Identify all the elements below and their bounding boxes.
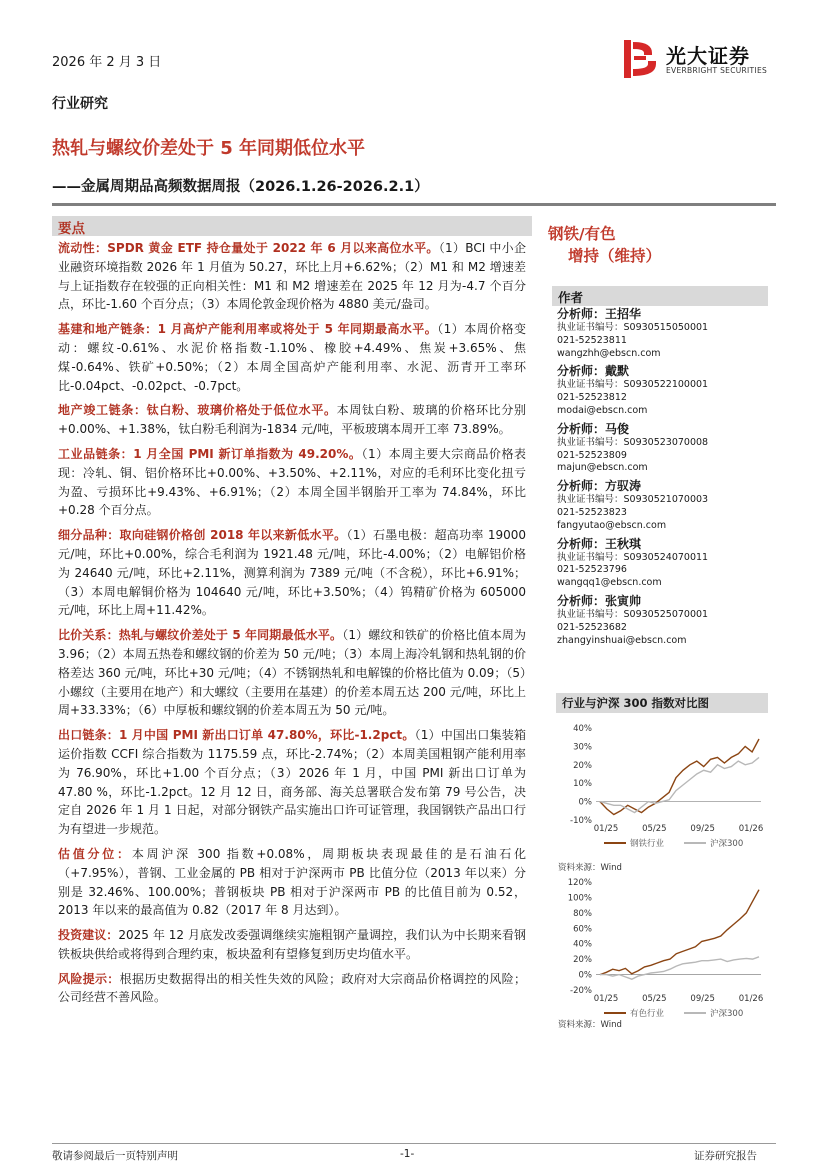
paragraph-text: （1）本周价格变动：螺纹-0.61%、水泥价格指数-1.10%、橡胶+4.49%、焦炭+3.65%、焦煤-0.64%、铁矿+0.50%；（2）本周全国高炉产能利用率、水泥、沥青开工率环比-0.04pct、-0.02pct、-0.7pct。: [58, 322, 526, 393]
analyst-phone: 021-52523809: [557, 449, 627, 461]
paragraph-heading: 工业品链条：1 月全国 PMI 新订单指数为 49.20%。: [58, 446, 362, 461]
nonferrous-vs-csi300-chart: [556, 876, 768, 1019]
report-title: 热轧与螺纹价差处于 5 年同期低位水平: [52, 138, 366, 159]
paragraph-heading: 风险提示：: [58, 971, 120, 986]
logo-name: 光大证券: [666, 44, 750, 68]
paragraph-text: （1）螺纹和铁矿的价格比值本周为 3.96；（2）本周五热卷和螺纹钢的价差为 50 元/吨；（3）本周上海冷轧钢和热轧钢的价格差达 360 元/吨，环比+30 元/吨；（4）不锈钢热轧和电解镍的价格比值为 0.09；（5）小螺纹（主要用在地产）和大螺纹（主要用在基建）的价差本周五达 200 元/吨，环比上周+33.33%；（6）中厚板和螺纹钢的价差本周五为 50 元/吨。: [58, 628, 526, 718]
summary-paragraph: [58, 926, 526, 964]
analyst-entry: [557, 364, 772, 417]
y-tick-label: 100%: [567, 893, 592, 904]
analyst-name: 分析师：王秋琪: [557, 536, 642, 551]
paragraph-heading: 出口链条：1 月中国 PMI 新出口订单 47.80%，环比-1.2pct。: [58, 728, 415, 743]
y-tick-label: 10%: [573, 779, 592, 790]
paragraph-heading: 地产竣工链条：钛白粉、玻璃价格处于低位水平。: [58, 403, 337, 418]
analyst-phone: 021-52523796: [557, 564, 627, 576]
analyst-email[interactable]: fangyutao@ebscn.com: [557, 519, 667, 531]
analyst-name: 分析师：戴默: [557, 364, 630, 379]
y-tick-label: -20%: [570, 986, 592, 996]
analyst-license: 执业证书编号：S0930515050001: [557, 322, 709, 333]
y-tick-label: 40%: [573, 724, 592, 734]
x-tick-label: 01/25: [593, 824, 619, 834]
x-tick-label: 01/25: [593, 994, 619, 1004]
paragraph-text: （1）本周主要大宗商品价格表现：冷轧、铜、铝价格环比+0.00%、+3.50%、+2.11%，对应的毛利环比变化扭亏为盈、亏损环比+9.43%、+6.91%；（2）本周全国半钢胎开工率为 74.84%，环比+0.28 个百分点。: [58, 446, 526, 518]
analyst-name: 分析师：张寅帅: [557, 593, 642, 608]
x-tick-label: 09/25: [690, 994, 715, 1004]
analyst-email[interactable]: wangqq1@ebscn.com: [557, 577, 662, 589]
y-tick-label: 60%: [573, 924, 592, 935]
analyst-entry: [557, 479, 772, 532]
chart-source: 资料来源：Wind: [558, 1020, 622, 1030]
legend-label: 沪深300: [710, 1009, 744, 1019]
footer-disclaimer: 敬请参阅最后一页特别声明: [52, 1150, 178, 1162]
y-tick-label: 0%: [578, 797, 592, 808]
series-line-sector: [600, 890, 759, 975]
summary-paragraph: [58, 526, 526, 620]
y-tick-label: -10%: [570, 816, 592, 826]
y-tick-label: 20%: [573, 760, 592, 771]
analyst-entry: [557, 422, 772, 475]
summary-paragraph: [58, 445, 526, 520]
summary-paragraph: [58, 239, 526, 314]
everbright-logo: [622, 38, 782, 82]
y-tick-label: 80%: [573, 908, 592, 919]
x-tick-label: 09/25: [690, 824, 715, 834]
analyst-license: 执业证书编号：S0930522100001: [557, 379, 709, 391]
analyst-phone: 021-52523812: [557, 392, 627, 404]
paragraph-text: （1）BCI 中小企业融资环境指数 2026 年 1 月值为 50.27，环比上月+6.62%；（2）M1 和 M2 增速差与上证指数存在较强的正向相关性：M1 和 M2 增速差在 2025 年 12 月为-4.7 个百分点，环比-1.60 个百分点；（3）本周伦敦金现价格为 4880 美元/盎司。: [58, 241, 526, 312]
footer-report-type: 证券研究报告: [694, 1150, 757, 1162]
report-date: 2026 年 2 月 3 日: [52, 55, 162, 70]
summary-paragraph: [58, 320, 526, 395]
footer-divider: [52, 1143, 776, 1144]
authors-label: 作者: [558, 290, 584, 305]
paragraph-heading: 估值分位：: [58, 846, 132, 861]
y-tick-label: 20%: [573, 955, 592, 966]
paragraph-text: 2025 年 12 月底发改委强调继续实施粗钢产量调控，我们认为中长期来看钢铁板块供给或将得到合理约束，板块盈利有望修复到历史均值水平。: [58, 928, 526, 961]
analyst-email[interactable]: wangzhh@ebscn.com: [557, 347, 661, 359]
chart-source: 资料来源：Wind: [558, 863, 622, 873]
analyst-license: 执业证书编号：S0930524070011: [557, 551, 709, 563]
analyst-email[interactable]: modai@ebscn.com: [557, 404, 648, 416]
steel-vs-csi300-chart: [556, 722, 768, 849]
summary-paragraph: [58, 401, 526, 439]
report-category: 行业研究: [52, 96, 108, 112]
paragraph-heading: 基建和地产链条：1 月高炉产能利用率或将处于 5 年同期最高水平。: [58, 322, 438, 337]
analyst-email[interactable]: zhangyinshuai@ebscn.com: [557, 634, 687, 646]
paragraph-heading: 比价关系：热轧与螺纹价差处于 5 年同期最低水平。: [58, 628, 343, 643]
chart-title: 行业与沪深 300 指数对比图: [562, 696, 710, 710]
summary-paragraph: [58, 970, 526, 1008]
paragraph-text: 根据历史数据得出的相关性失效的风险；政府对大宗商品价格调控的风险；公司经营不善风险。: [58, 971, 526, 1005]
paragraph-heading: 投资建议：: [58, 928, 119, 943]
y-tick-label: 120%: [567, 878, 592, 888]
legend-label: 钢铁行业: [630, 839, 665, 849]
summary-paragraph: [58, 726, 526, 839]
paragraph-text: （1）中国出口集装箱运价指数 CCFI 综合指数为 1175.59 点，环比-2.74%；（2）本周美国粗钢产能利用率为 76.90%，环比+1.00 个百分点；（3）2026 年 1 月，中国 PMI 新出口订单为 47.80 %，环比-1.2pct。12 月 12 日，商务部、海关总署联合发布第 79 号公告，决定自 2026 年 1 月 1 日起，对部分钢铁产品实施出口许可证管理，我国钢铁产品出口行为有望进一步规范。: [58, 728, 527, 837]
legend-label: 有色行业: [630, 1009, 665, 1019]
paragraph-text: 本周沪深 300 指数+0.08%，周期板块表现最佳的是石油石化（+7.95%），普钢、工业金属的 PB 相对于沪深两市 PB 比值分位（2013 年以来）分别是 32.46%、100.00%；普钢板块 PB 相对于沪深两市 PB 的比值目前为 0.52，2013 年以来的最高值为 0.82（2017 年 8 月达到）。: [58, 846, 526, 918]
analyst-name: 分析师：方驭涛: [557, 479, 642, 494]
analyst-license: 执业证书编号：S0930525070001: [557, 608, 709, 620]
analyst-email[interactable]: majun@ebscn.com: [557, 462, 648, 474]
analyst-list: [557, 307, 772, 651]
series-line-csi300: [600, 757, 759, 812]
report-subtitle: ——金属周期品高频数据周报（2026.1.26-2026.2.1）: [52, 179, 429, 195]
analyst-phone: 021-52523682: [557, 621, 627, 633]
summary-paragraph: [58, 626, 526, 720]
analyst-entry: [557, 307, 772, 360]
analyst-license: 执业证书编号：S0930523070008: [557, 436, 709, 448]
series-line-sector: [600, 739, 759, 815]
logo-mark-icon: [622, 38, 662, 80]
paragraph-text: 本周钛白粉、玻璃的价格环比分别+0.00%、+1.38%，钛白粉毛利润为-1834 元/吨，平板玻璃本周开工率 73.89%。: [58, 403, 526, 437]
summary-header-band: [52, 216, 532, 236]
y-tick-label: 30%: [573, 742, 592, 753]
analyst-phone: 021-52523811: [557, 334, 627, 346]
analyst-entry: [557, 594, 772, 647]
summary-paragraph: [58, 845, 526, 920]
authors-header-band: [552, 286, 768, 306]
analyst-phone: 021-52523823: [557, 506, 627, 518]
x-tick-label: 05/25: [642, 824, 667, 834]
y-tick-label: 40%: [573, 939, 592, 950]
logo-english: EVERBRIGHT SECURITIES: [666, 66, 768, 75]
summary-body: [58, 239, 526, 1013]
series-line-csi300: [600, 957, 759, 979]
y-tick-label: 0%: [578, 970, 592, 981]
legend-label: 沪深300: [710, 839, 744, 849]
analyst-name: 分析师：王招华: [557, 307, 642, 321]
paragraph-heading: 细分品种：取向硅钢价格创 2018 年以来新低水平。: [58, 528, 347, 543]
paragraph-heading: 流动性：SPDR 黄金 ETF 持仓量处于 2022 年 6 月以来高位水平。: [58, 241, 439, 255]
x-tick-label: 01/26: [738, 994, 764, 1004]
page-number: -1-: [400, 1148, 415, 1160]
x-tick-label: 01/26: [738, 824, 764, 834]
analyst-license: 执业证书编号：S0930521070003: [557, 494, 709, 506]
x-tick-label: 05/25: [642, 994, 667, 1004]
analyst-entry: [557, 537, 772, 590]
analyst-name: 分析师：马俊: [557, 421, 630, 436]
summary-label: 要点: [58, 221, 85, 237]
sector-rating: 增持（维持）: [568, 247, 662, 265]
paragraph-text: （1）石墨电极：超高功率 19000 元/吨，环比+0.00%，综合毛利润为 1921.48 元/吨，环比-4.00%；（2）电解铝价格为 24640 元/吨，环比+2.11%，测算利润为 7389 元/吨（不含税），环比+6.91%；（3）本周电解铜价格为 104640 元/吨，环比+3.50%；（4）钨精矿价格为 605000 元/吨，环比上周+11.42%。: [58, 528, 527, 618]
sector-name: 钢铁/有色: [548, 225, 616, 243]
header-divider: [52, 203, 776, 206]
